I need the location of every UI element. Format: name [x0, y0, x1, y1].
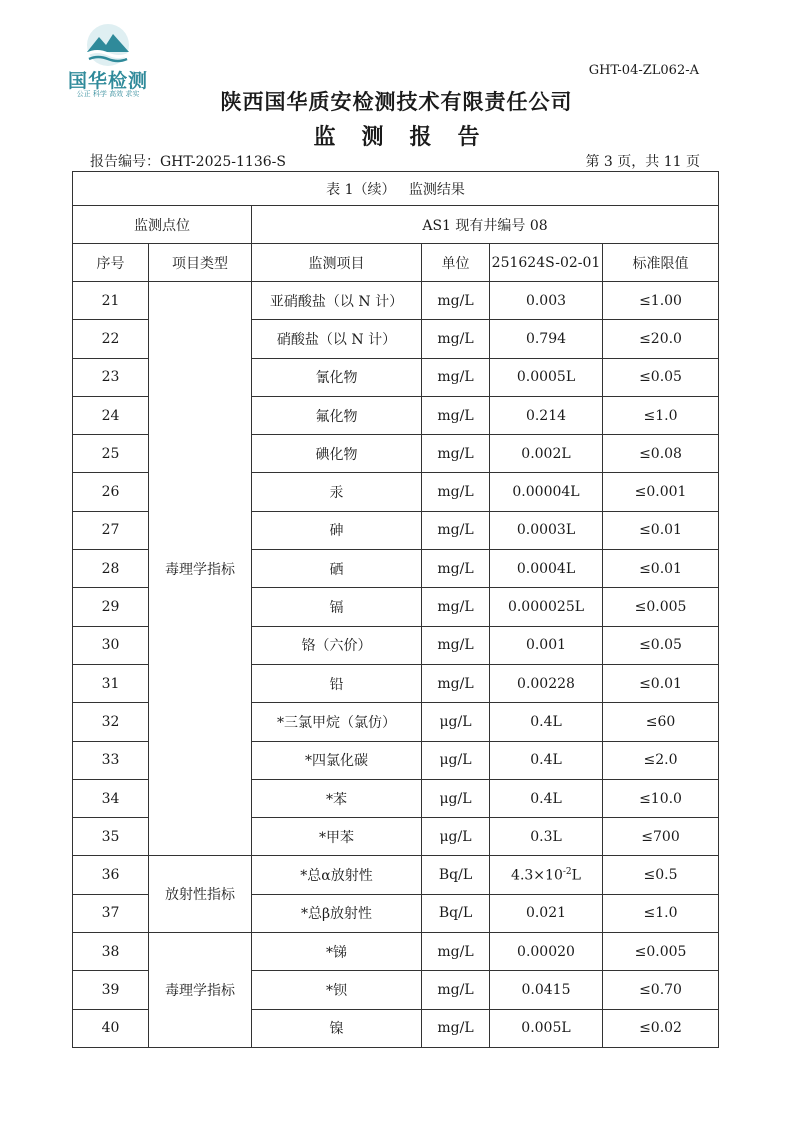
item-name: 硒	[252, 550, 422, 588]
result-suffix: L	[571, 867, 581, 884]
report-title: 监测报告	[313, 125, 506, 150]
result-value: 0.00020	[490, 933, 603, 971]
result-value: 0.3L	[490, 818, 603, 856]
unit: μg/L	[422, 779, 490, 817]
standard-limit: ≤0.70	[603, 971, 719, 1009]
header-unit: 单位	[422, 244, 490, 282]
result-value: 0.0003L	[490, 511, 603, 549]
unit: mg/L	[422, 435, 490, 473]
item-type-cell: 毒理学指标	[149, 933, 252, 1048]
header-type: 项目类型	[149, 244, 252, 282]
item-name: 氟化物	[252, 396, 422, 434]
standard-limit: ≤0.01	[603, 664, 719, 702]
logo-name: 国华检测	[67, 70, 148, 92]
item-name: *钡	[252, 971, 422, 1009]
unit: mg/L	[422, 473, 490, 511]
row-number: 28	[73, 550, 149, 588]
item-name: 亚硝酸盐（以 N 计）	[252, 282, 422, 320]
result-value: 0.214	[490, 396, 603, 434]
unit: mg/L	[422, 282, 490, 320]
company-name: 陕西国华质安检测技术有限责任公司	[220, 90, 573, 114]
result-exponent: -2	[562, 866, 572, 877]
unit: mg/L	[422, 396, 490, 434]
unit: mg/L	[422, 550, 490, 588]
unit: mg/L	[422, 971, 490, 1009]
result-base: 4.3×10	[511, 867, 563, 884]
result-value	[490, 856, 603, 894]
result-value: 0.0005L	[490, 358, 603, 396]
result-value: 0.005L	[490, 1009, 603, 1047]
unit: μg/L	[422, 818, 490, 856]
result-value: 0.4L	[490, 741, 603, 779]
item-name: *苯	[252, 779, 422, 817]
standard-limit: ≤0.005	[603, 588, 719, 626]
report-meta	[90, 151, 700, 171]
unit: mg/L	[422, 588, 490, 626]
standard-limit: ≤2.0	[603, 741, 719, 779]
item-name: *总α放射性	[252, 856, 422, 894]
item-name: 氰化物	[252, 358, 422, 396]
results-table	[72, 171, 719, 1048]
location-row	[73, 206, 719, 244]
item-name: 铅	[252, 664, 422, 702]
standard-limit: ≤0.05	[603, 358, 719, 396]
standard-limit: ≤20.0	[603, 320, 719, 358]
document-code: GHT-04-ZL062-A	[588, 63, 699, 78]
unit: mg/L	[422, 358, 490, 396]
standard-limit: ≤0.08	[603, 435, 719, 473]
item-name: 砷	[252, 511, 422, 549]
unit: mg/L	[422, 664, 490, 702]
row-number: 38	[73, 933, 149, 971]
row-number: 39	[73, 971, 149, 1009]
header-sample-id: 251624S-02-01	[490, 244, 603, 282]
table-row	[73, 282, 719, 320]
header-no: 序号	[73, 244, 149, 282]
row-number: 36	[73, 856, 149, 894]
unit: Bq/L	[422, 856, 490, 894]
row-number: 24	[73, 396, 149, 434]
header-row	[73, 244, 719, 282]
standard-limit: ≤0.5	[603, 856, 719, 894]
result-value: 0.4L	[490, 703, 603, 741]
row-number: 25	[73, 435, 149, 473]
item-name: 铬（六价）	[252, 626, 422, 664]
row-number: 35	[73, 818, 149, 856]
item-name: 碘化物	[252, 435, 422, 473]
table-row	[73, 856, 719, 894]
item-name: *甲苯	[252, 818, 422, 856]
standard-limit: ≤10.0	[603, 779, 719, 817]
result-value: 0.794	[490, 320, 603, 358]
row-number: 31	[73, 664, 149, 702]
standard-limit: ≤0.01	[603, 511, 719, 549]
item-name: *锑	[252, 933, 422, 971]
table-row	[73, 933, 719, 971]
standard-limit: ≤0.01	[603, 550, 719, 588]
unit: mg/L	[422, 626, 490, 664]
result-value: 0.003	[490, 282, 603, 320]
standard-limit: ≤1.0	[603, 894, 719, 932]
unit: μg/L	[422, 741, 490, 779]
row-number: 32	[73, 703, 149, 741]
item-name: 镍	[252, 1009, 422, 1047]
result-value: 0.000025L	[490, 588, 603, 626]
unit: Bq/L	[422, 894, 490, 932]
header-limit: 标准限值	[603, 244, 719, 282]
standard-limit: ≤0.05	[603, 626, 719, 664]
standard-limit: ≤0.02	[603, 1009, 719, 1047]
logo-slogan: 公正 科学 高效 求实	[76, 90, 140, 98]
header-item: 监测项目	[252, 244, 422, 282]
standard-limit: ≤0.005	[603, 933, 719, 971]
item-name: *三氯甲烷（氯仿）	[252, 703, 422, 741]
item-name: *四氯化碳	[252, 741, 422, 779]
mountain-water-logo-icon	[82, 22, 134, 68]
standard-limit: ≤1.0	[603, 396, 719, 434]
row-number: 33	[73, 741, 149, 779]
row-number: 26	[73, 473, 149, 511]
table-caption: 表 1（续） 监测结果	[73, 172, 719, 206]
result-value: 0.4L	[490, 779, 603, 817]
row-number: 29	[73, 588, 149, 626]
item-type-cell: 放射性指标	[149, 856, 252, 933]
result-value: 0.0004L	[490, 550, 603, 588]
standard-limit: ≤700	[603, 818, 719, 856]
standard-limit: ≤1.00	[603, 282, 719, 320]
row-number: 30	[73, 626, 149, 664]
result-value: 0.00004L	[490, 473, 603, 511]
table-caption-row	[73, 172, 719, 206]
item-type-cell: 毒理学指标	[149, 282, 252, 856]
location-label: 监测点位	[73, 206, 252, 244]
standard-limit: ≤60	[603, 703, 719, 741]
result-value: 0.00228	[490, 664, 603, 702]
page-info: 第 3 页，共 11 页	[585, 154, 700, 170]
item-name: 硝酸盐（以 N 计）	[252, 320, 422, 358]
row-number: 40	[73, 1009, 149, 1047]
result-value: 0.001	[490, 626, 603, 664]
item-name: *总β放射性	[252, 894, 422, 932]
standard-limit: ≤0.001	[603, 473, 719, 511]
unit: mg/L	[422, 1009, 490, 1047]
row-number: 22	[73, 320, 149, 358]
item-name: 汞	[252, 473, 422, 511]
item-name: 镉	[252, 588, 422, 626]
row-number: 37	[73, 894, 149, 932]
row-number: 23	[73, 358, 149, 396]
unit: mg/L	[422, 320, 490, 358]
unit: mg/L	[422, 933, 490, 971]
result-value: 0.0415	[490, 971, 603, 1009]
location-value: AS1 现有井编号 08	[252, 206, 719, 244]
unit: mg/L	[422, 511, 490, 549]
unit: μg/L	[422, 703, 490, 741]
row-number: 34	[73, 779, 149, 817]
row-number: 21	[73, 282, 149, 320]
result-value: 0.002L	[490, 435, 603, 473]
row-number: 27	[73, 511, 149, 549]
report-number: 报告编号：GHT-2025-1136-S	[90, 154, 286, 170]
result-value: 0.021	[490, 894, 603, 932]
